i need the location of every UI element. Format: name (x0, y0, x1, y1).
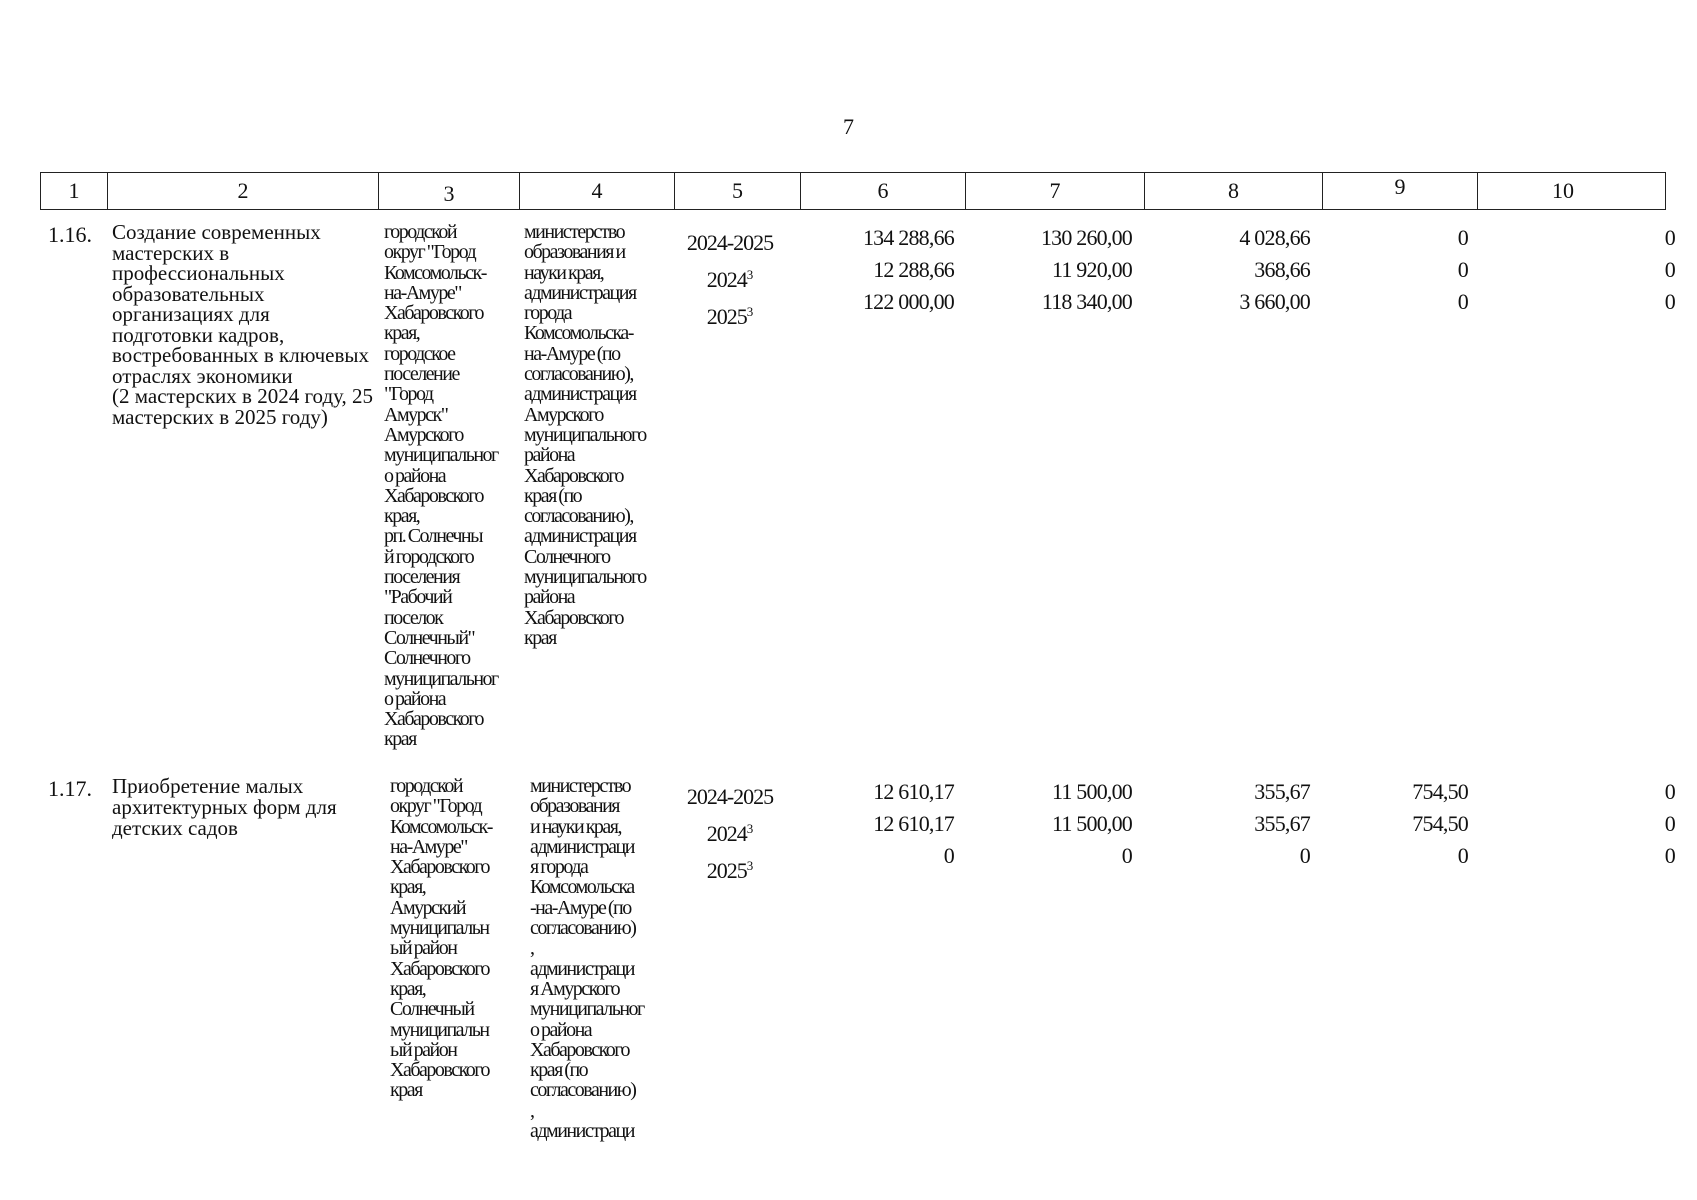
header-col-2: 2 (108, 173, 379, 209)
col-9-values (1310, 222, 1468, 318)
value-cell: 134 288,66 (862, 225, 954, 250)
header-col-6: 6 (801, 173, 966, 209)
header-col-1: 1 (41, 173, 108, 209)
value-cell: 12 610,17 (873, 779, 954, 804)
value-cell: 0 (1299, 843, 1310, 868)
value-cell: 0 (1457, 257, 1468, 282)
col-8-values (1132, 776, 1310, 872)
years-column (670, 776, 790, 887)
territory-text: городской округ "Город Комсомольск- на-Амуре" Хабаровского края, Амурский муниципальн ый район Хабаровского края, Солнечный муниципальн ый район Хабаровского края (390, 775, 492, 1102)
value-cell: 754,50 (1412, 779, 1468, 804)
col-10-values (1468, 776, 1675, 872)
table-header (40, 172, 1665, 210)
year-entry (670, 850, 790, 887)
value-cell: 12 288,66 (873, 257, 954, 282)
value-cell: 0 (1664, 811, 1675, 836)
header-col-3: 3 (379, 173, 520, 209)
col-7-values (954, 222, 1132, 318)
year-entry (670, 296, 790, 333)
col-6-values (788, 222, 954, 318)
header-col-9: 9 (1323, 173, 1478, 209)
header-col-4: 4 (520, 173, 675, 209)
measure-name-text: Создание современных мастерских в профессиональных образовательных организациях для подготовки кадров, востребованных в ключевых отраслях экономики (2 мастерских в 2024 году, 25 мастерских в 2025 году) (112, 220, 374, 429)
measure-name (112, 776, 374, 839)
responsible-text: министерство образования и науки края, администрация города Комсомольска- на-Амуре (по согласованию), администрация Амурского муниципального района Хабаровского края (по согласованию), администрация Солнечного муниципального района Хабаровского края (524, 221, 646, 649)
value-cell: 0 (1664, 257, 1675, 282)
year-footnote: 3 (746, 821, 754, 836)
year-label: 2024 (706, 267, 747, 292)
row-number: 1.17. (48, 776, 92, 801)
col-6-values (788, 776, 954, 872)
value-cell: 0 (1664, 289, 1675, 314)
value-cell: 368,66 (1254, 257, 1310, 282)
value-cell: 0 (1664, 843, 1675, 868)
header-col-5: 5 (675, 173, 801, 209)
year-footnote: 3 (746, 304, 754, 319)
year-entry (670, 222, 790, 259)
value-cell: 118 340,00 (1041, 289, 1132, 314)
year-entry (670, 776, 790, 813)
row-number: 1.16. (48, 222, 92, 247)
value-cell: 754,50 (1412, 811, 1468, 836)
year-footnote: 3 (746, 267, 754, 282)
header-col-10: 10 (1552, 178, 1574, 203)
year-entry (670, 259, 790, 296)
value-cell: 0 (1457, 289, 1468, 314)
value-cell: 3 660,00 (1239, 289, 1310, 314)
territory-text: городской округ "Город Комсомольск- на-Амуре" Хабаровского края, городское поселение "Город Амурск" Амурского муниципальног о района Хабаровского края, рп. Солнечны й городского поселения "Рабочий поселок Солнечный" Солнечного муниципальног о района Хабаровского края (384, 221, 498, 751)
value-cell: 0 (1121, 843, 1132, 868)
year-entry (670, 813, 790, 850)
value-cell: 0 (943, 843, 954, 868)
years-column (670, 222, 790, 333)
responsible-text: министерство образования и науки края, администраци я города Комсомольска -на-Амуре (по согласованию) , администраци я Амурского муниципальног о района Хабаровского края (по согласованию) , администраци (530, 775, 644, 1143)
year-label: 2025 (706, 304, 747, 329)
year-label: 2024-2025 (686, 230, 774, 255)
year-label: 2025 (706, 858, 747, 883)
col-7-values (954, 776, 1132, 872)
value-cell: 355,67 (1254, 779, 1310, 804)
col-9-values (1310, 776, 1468, 872)
measure-name-text: Приобретение малых архитектурных форм для детских садов (112, 774, 337, 840)
year-label: 2024-2025 (686, 784, 774, 809)
header-col-7: 7 (966, 173, 1145, 209)
col-10-values (1468, 222, 1675, 318)
value-cell: 4 028,66 (1239, 225, 1310, 250)
value-cell: 0 (1664, 779, 1675, 804)
page-number: 7 (843, 114, 854, 139)
value-cell: 130 260,00 (1040, 225, 1132, 250)
value-cell: 11 500,00 (1052, 779, 1132, 804)
value-cell: 0 (1457, 225, 1468, 250)
year-label: 2024 (706, 821, 747, 846)
measure-name (112, 222, 374, 427)
value-cell: 12 610,17 (873, 811, 954, 836)
value-cell: 355,67 (1254, 811, 1310, 836)
value-cell: 11 500,00 (1052, 811, 1132, 836)
col-8-values (1132, 222, 1310, 318)
year-footnote: 3 (746, 858, 754, 873)
value-cell: 0 (1664, 225, 1675, 250)
value-cell: 0 (1457, 843, 1468, 868)
value-cell: 122 000,00 (862, 289, 954, 314)
value-cell: 11 920,00 (1052, 257, 1132, 282)
header-col-8: 8 (1145, 173, 1323, 209)
header-right-border (1665, 172, 1666, 210)
